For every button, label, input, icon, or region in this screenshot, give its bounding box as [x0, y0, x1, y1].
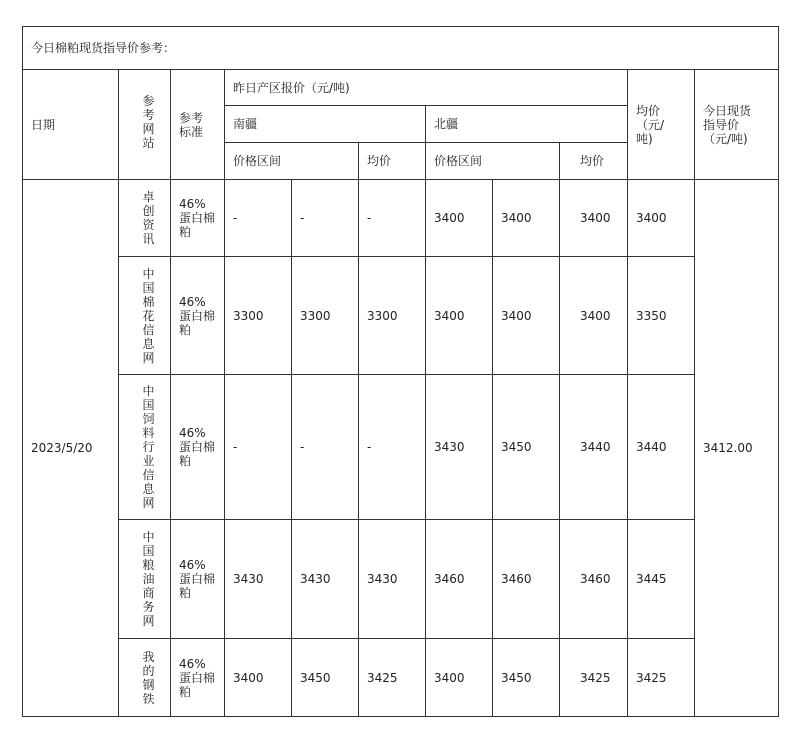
table-row: [23, 180, 779, 257]
north-high-cell: 3450: [493, 375, 560, 520]
north-avg-cell: 3425: [560, 639, 628, 717]
south-avg-cell: -: [359, 375, 426, 520]
south-avg-cell: 3425: [359, 639, 426, 717]
header-row-1: [23, 70, 779, 106]
south-range-header: 价格区间: [225, 143, 359, 180]
table-row: [23, 520, 779, 639]
avg-cell: 3400: [628, 180, 695, 257]
north-avg-cell: 3440: [560, 375, 628, 520]
table-title: 今日棉粕现货指导价参考：: [23, 27, 779, 70]
north-low-cell: 3430: [426, 375, 493, 520]
standard-header: 参考标准: [171, 70, 225, 180]
south-high-cell: 3450: [292, 639, 359, 717]
south-avg-cell: 3300: [359, 257, 426, 375]
avg-cell: 3445: [628, 520, 695, 639]
region-north-header: 北疆: [426, 106, 628, 143]
south-low-cell: 3300: [225, 257, 292, 375]
north-low-cell: 3400: [426, 639, 493, 717]
north-low-cell: 3400: [426, 257, 493, 375]
south-avg-cell: 3430: [359, 520, 426, 639]
south-low-cell: -: [225, 180, 292, 257]
north-range-header: 价格区间: [426, 143, 560, 180]
date-cell: 2023/5/20: [23, 180, 119, 717]
site-header: 参考网站: [119, 70, 171, 180]
north-avg-header: 均价: [560, 143, 628, 180]
site-cell: 中国饲料行业信息网: [119, 375, 171, 520]
avg-cell: 3440: [628, 375, 695, 520]
overall-avg-header: 均价（元/吨): [628, 70, 695, 180]
date-header: 日期: [23, 70, 119, 180]
today-guide-header: 今日现货指导价（元/吨): [695, 70, 779, 180]
south-high-cell: 3300: [292, 257, 359, 375]
standard-cell: 46%蛋白棉粕: [171, 520, 225, 639]
standard-cell: 46%蛋白棉粕: [171, 639, 225, 717]
avg-cell: 3350: [628, 257, 695, 375]
today-price-cell: 3412.00: [695, 180, 779, 717]
avg-cell: 3425: [628, 639, 695, 717]
north-low-cell: 3400: [426, 180, 493, 257]
standard-cell: 46%蛋白棉粕: [171, 257, 225, 375]
south-avg-cell: -: [359, 180, 426, 257]
south-high-cell: 3430: [292, 520, 359, 639]
south-high-cell: -: [292, 375, 359, 520]
north-low-cell: 3460: [426, 520, 493, 639]
north-high-cell: 3400: [493, 180, 560, 257]
yesterday-quote-header: 昨日产区报价（元/吨): [225, 70, 628, 106]
site-cell: 中国棉花信息网: [119, 257, 171, 375]
north-avg-cell: 3460: [560, 520, 628, 639]
standard-cell: 46%蛋白棉粕: [171, 180, 225, 257]
south-low-cell: 3430: [225, 520, 292, 639]
north-high-cell: 3450: [493, 639, 560, 717]
south-high-cell: -: [292, 180, 359, 257]
south-low-cell: -: [225, 375, 292, 520]
north-avg-cell: 3400: [560, 257, 628, 375]
site-cell: 卓创资讯: [119, 180, 171, 257]
north-high-cell: 3400: [493, 257, 560, 375]
region-south-header: 南疆: [225, 106, 426, 143]
site-cell: 中国粮油商务网: [119, 520, 171, 639]
site-cell: 我的钢铁: [119, 639, 171, 717]
south-low-cell: 3400: [225, 639, 292, 717]
price-table: [22, 26, 779, 717]
north-high-cell: 3460: [493, 520, 560, 639]
title-row: [23, 27, 779, 70]
south-avg-header: 均价: [359, 143, 426, 180]
standard-cell: 46%蛋白棉粕: [171, 375, 225, 520]
table-row: [23, 639, 779, 717]
north-avg-cell: 3400: [560, 180, 628, 257]
table-row: [23, 375, 779, 520]
table-row: [23, 257, 779, 375]
